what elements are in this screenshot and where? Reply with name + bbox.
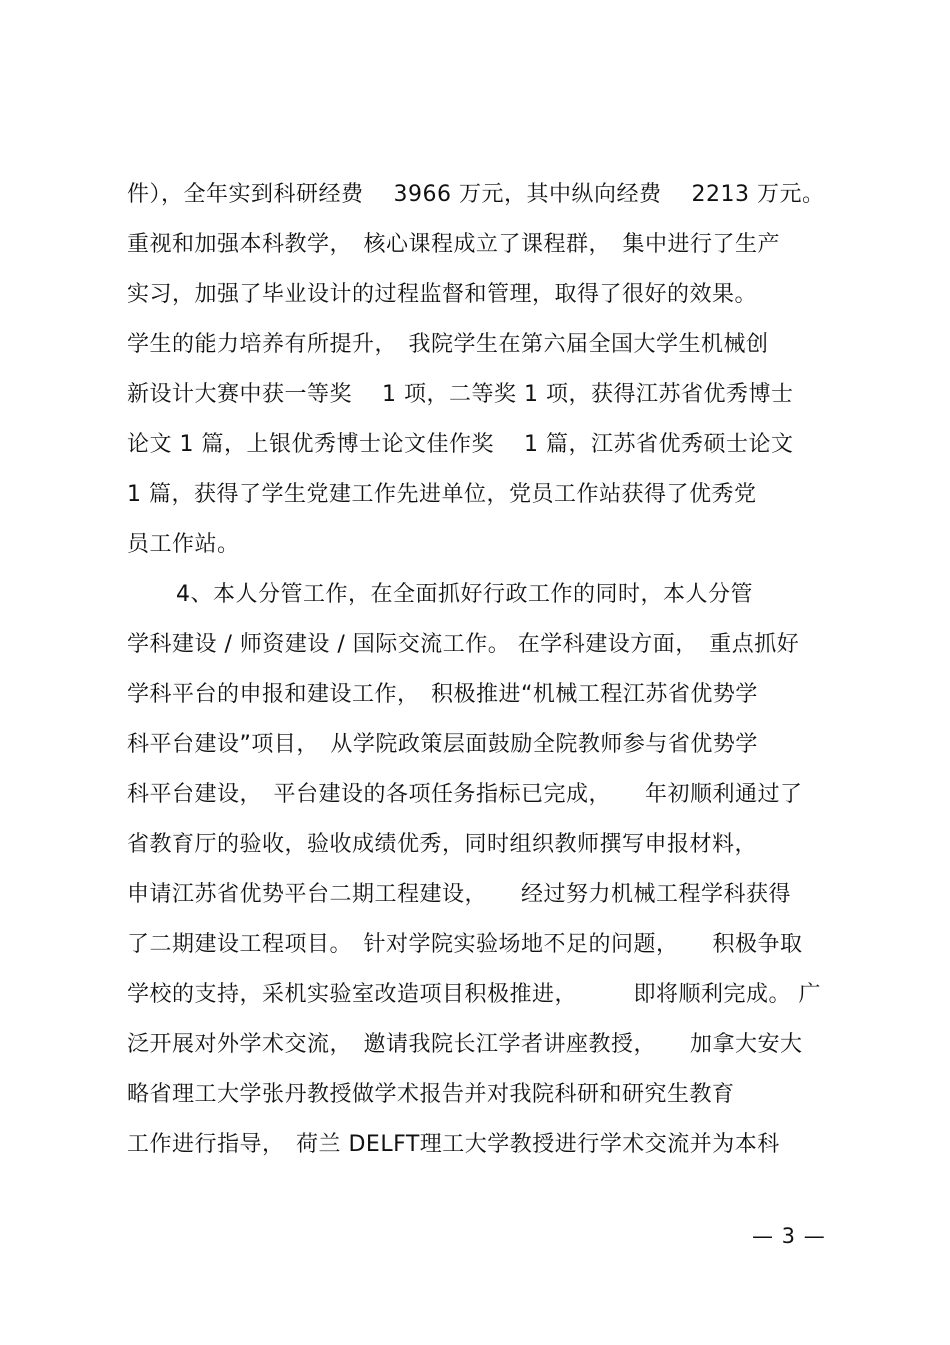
text-line-6: 论文 1 篇，上银优秀博士论文佳作奖 1 篇，江苏省优秀硕士论文 — [127, 432, 794, 457]
text-line-11: 学科平台的申报和建设工作， 积极推进“机械工程江苏省优势学 — [127, 682, 758, 707]
page-number: — 3 — — [752, 1224, 826, 1248]
text-line-13: 科平台建设， 平台建设的各项任务指标已完成， 年初顺利通过了 — [127, 782, 803, 807]
text-line-10: 学科建设 / 师资建设 / 国际交流工作。 在学科建设方面， 重点抓好 — [127, 632, 800, 657]
text-line-7: 1 篇，获得了学生党建工作先进单位，党员工作站获得了优秀党 — [127, 482, 757, 507]
text-line-19: 略省理工大学张丹教授做学术报告并对我院科研和研究生教育 — [127, 1082, 735, 1107]
text-line-16: 了二期建设工程项目。 针对学院实验场地不足的问题， 积极争取 — [127, 932, 803, 957]
text-line-5: 新设计大赛中获一等奖 1 项，二等奖 1 项，获得江苏省优秀博士 — [127, 382, 794, 407]
text-line-1: 件），全年实到科研经费 3966 万元，其中纵向经费 2213 万元。 — [127, 182, 825, 207]
text-line-14: 省教育厅的验收，验收成绩优秀，同时组织教师撰写申报材料， — [127, 832, 758, 857]
text-line-12: 科平台建设”项目， 从学院政策层面鼓励全院教师参与省优势学 — [127, 732, 758, 757]
text-line-17: 学校的支持，采机实验室改造项目积极推进， 即将顺利完成。 广 — [127, 982, 821, 1007]
text-line-4: 学生的能力培养有所提升， 我院学生在第六届全国大学生机械创 — [127, 332, 769, 357]
text-line-18: 泛开展对外学术交流， 邀请我院长江学者讲座教授， 加拿大安大 — [127, 1032, 803, 1057]
text-line-20: 工作进行指导， 荷兰 DELFT理工大学教授进行学术交流并为本科 — [127, 1132, 780, 1157]
text-line-3: 实习，加强了毕业设计的过程监督和管理，取得了很好的效果。 — [127, 282, 758, 307]
text-line-15: 申请江苏省优势平台二期工程建设， 经过努力机械工程学科获得 — [127, 882, 792, 907]
paragraph-4-heading-line: 4、本人分管工作，在全面抓好行政工作的同时，本人分管 — [176, 582, 753, 607]
text-line-2: 重视和加强本科教学， 核心课程成立了课程群， 集中进行了生产 — [127, 232, 781, 257]
text-line-8: 员工作站。 — [127, 532, 240, 557]
